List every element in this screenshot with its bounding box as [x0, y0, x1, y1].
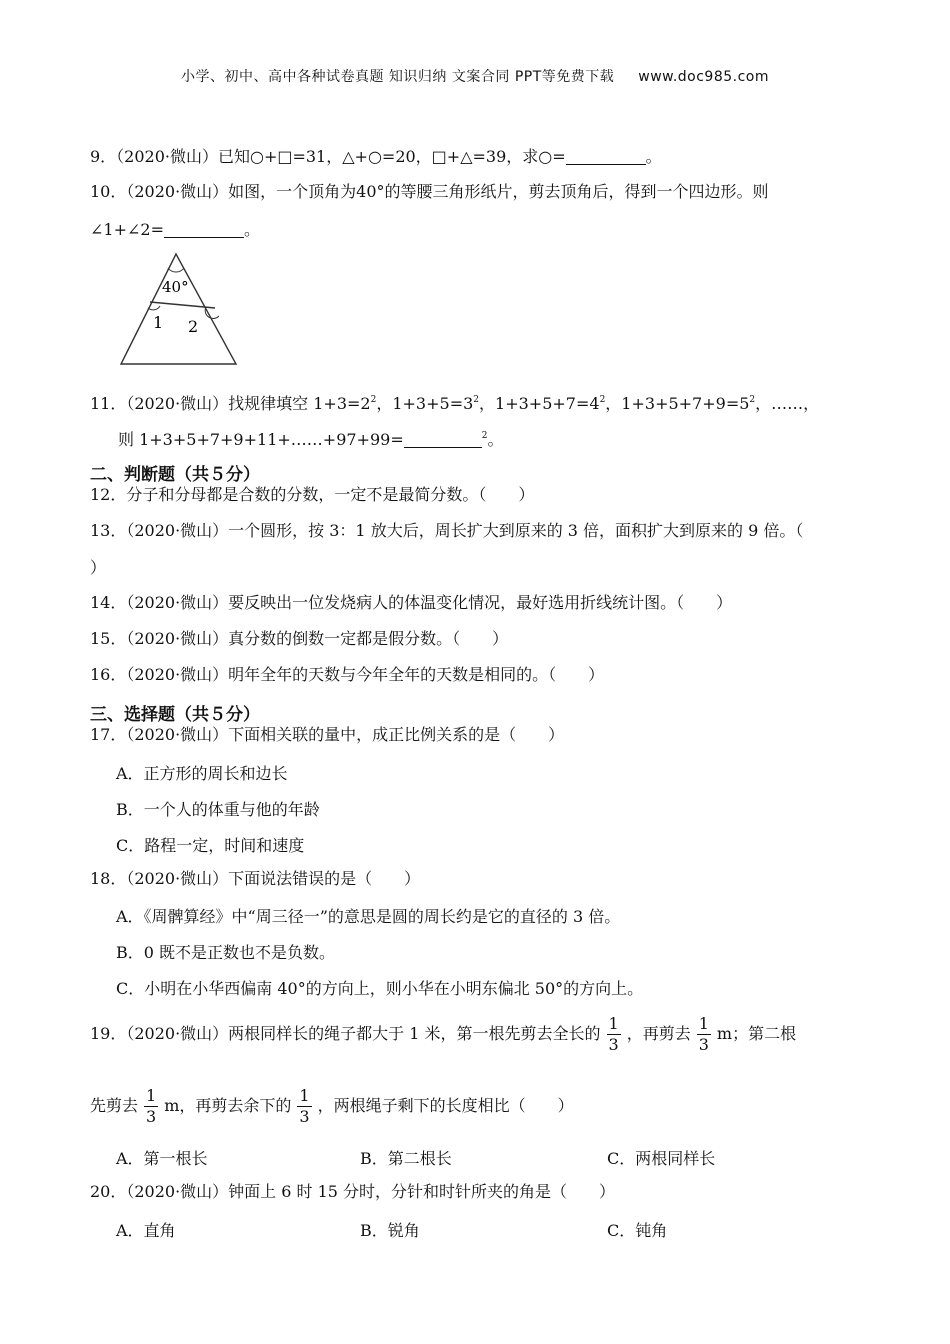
- q18-option-c[interactable]: C．小明在小华西偏南 40°的方向上，则小华在小明东偏北 50°的方向上。: [116, 979, 644, 998]
- q11-part: ，……，: [755, 394, 820, 413]
- q19-part: m；第二根: [716, 1024, 797, 1043]
- fraction-one-third: [297, 1086, 311, 1127]
- q11-part: 则 1+3+5+7+9+11+……+97+99=: [118, 430, 404, 449]
- question-11-line2: [118, 426, 503, 450]
- question-18: 18．（2020·微山）下面说法错误的是（ ）: [90, 869, 421, 888]
- superscript: 2: [749, 395, 756, 405]
- superscript: 2: [370, 395, 377, 405]
- frac-num: 1: [608, 1014, 619, 1033]
- top-angle-arc: [168, 268, 184, 272]
- q9-text: 9．（2020·微山）已知○+□=31，△+○=20，□+△=39，求○=: [90, 147, 566, 166]
- question-10-line2: [90, 220, 260, 240]
- question-11-line1: [90, 390, 819, 414]
- q19-option-b[interactable]: B．第二根长: [360, 1149, 452, 1168]
- superscript: 2: [481, 431, 488, 441]
- q20-option-b[interactable]: B．锐角: [360, 1221, 420, 1240]
- q19-part: m，再剪去余下的: [164, 1096, 292, 1115]
- q20-option-c[interactable]: C．钝角: [607, 1221, 668, 1240]
- frac-den: 3: [698, 1035, 709, 1054]
- q19-option-a[interactable]: A．第一根长: [116, 1149, 208, 1168]
- answer-blank: [566, 148, 646, 165]
- question-17: 17．（2020·微山）下面相关联的量中，成正比例关系的是（ ）: [90, 725, 565, 744]
- question-16: 16．（2020·微山）明年全年的天数与今年全年的天数是相同的。（ ）: [90, 665, 605, 684]
- fraction-one-third: [144, 1086, 158, 1127]
- q17-option-a[interactable]: A．正方形的周长和边长: [116, 764, 288, 783]
- angle-1-label: 1: [153, 313, 164, 332]
- page-header: [0, 66, 950, 86]
- question-10-line1: 10．（2020·微山）如图，一个顶角为40°的等腰三角形纸片，剪去顶角后，得到一个四边形。则: [90, 182, 769, 201]
- q11-end: 。: [487, 430, 504, 449]
- fraction-one-third: [607, 1014, 621, 1055]
- q11-part: ，1+3+5=3: [376, 394, 474, 413]
- angle-2-label: 2: [188, 317, 199, 336]
- q19-part: ，再剪去: [626, 1024, 691, 1043]
- triangle-outline: [121, 254, 236, 364]
- q10-end: 。: [243, 220, 260, 239]
- frac-den: 3: [608, 1035, 619, 1054]
- question-19-line2: [90, 1086, 574, 1127]
- q11-part: ，1+3+5+7=4: [479, 394, 600, 413]
- q9-end: 。: [645, 147, 662, 166]
- q11-part: 11．（2020·微山）找规律填空 1+3=2: [90, 394, 371, 413]
- question-9: [90, 147, 662, 167]
- q11-part: ，1+3+5+7+9=5: [605, 394, 750, 413]
- question-19-line1: [90, 1014, 796, 1055]
- fraction-one-third: [697, 1014, 711, 1055]
- frac-den: 3: [146, 1107, 157, 1126]
- question-20: 20．（2020·微山）钟面上 6 时 15 分时，分针和时针所夹的角是（ ）: [90, 1182, 616, 1201]
- frac-num: 1: [299, 1086, 310, 1105]
- q18-option-b[interactable]: B．0 既不是正数也不是负数。: [116, 943, 336, 962]
- frac-num: 1: [146, 1086, 157, 1105]
- question-14: 14．（2020·微山）要反映出一位发烧病人的体温变化情况，最好选用折线统计图。（ ）: [90, 593, 733, 612]
- q10-line2: ∠1+∠2=: [90, 220, 164, 239]
- frac-den: 3: [299, 1107, 310, 1126]
- q17-option-c[interactable]: C．路程一定，时间和速度: [116, 836, 305, 855]
- question-13-line1: 13．（2020·微山）一个圆形，按 3：1 放大后，周长扩大到原来的 3 倍，面积扩大到原来的 9 倍。（: [90, 521, 804, 540]
- question-12: 12．分子和分母都是合数的分数，一定不是最简分数。（ ）: [90, 485, 535, 504]
- question-15: 15．（2020·微山）真分数的倒数一定都是假分数。（ ）: [90, 629, 509, 648]
- answer-blank: [404, 431, 482, 448]
- question-13-line2: ）: [90, 558, 107, 577]
- header-site: www.doc985.com: [638, 69, 770, 85]
- superscript: 2: [473, 395, 480, 405]
- q20-option-a[interactable]: A．直角: [116, 1221, 176, 1240]
- trapezoid-figure: [118, 250, 242, 368]
- header-text: 小学、初中、高中各种试卷真题 知识归纳 文案合同 PPT等免费下载: [180, 69, 615, 85]
- q18-option-a[interactable]: A．《周髀算经》中“周三径一”的意思是圆的周长约是它的直径的 3 倍。: [116, 907, 621, 926]
- q19-part: 先剪去: [90, 1096, 139, 1115]
- q17-option-b[interactable]: B．一个人的体重与他的年龄: [116, 800, 320, 819]
- q19-part: 19．（2020·微山）两根同样长的绳子都大于 1 米，第一根先剪去全长的: [90, 1024, 601, 1043]
- frac-num: 1: [698, 1014, 709, 1033]
- superscript: 2: [599, 395, 606, 405]
- section-3-title: 三、选择题（共５分）: [90, 705, 260, 725]
- angle-40-label: 40°: [162, 278, 189, 296]
- q19-option-c[interactable]: C．两根同样长: [607, 1149, 716, 1168]
- section-2-title: 二、判断题（共５分）: [90, 465, 260, 485]
- answer-blank: [164, 221, 244, 238]
- q19-part: ，两根绳子剩下的长度相比（ ）: [317, 1096, 574, 1115]
